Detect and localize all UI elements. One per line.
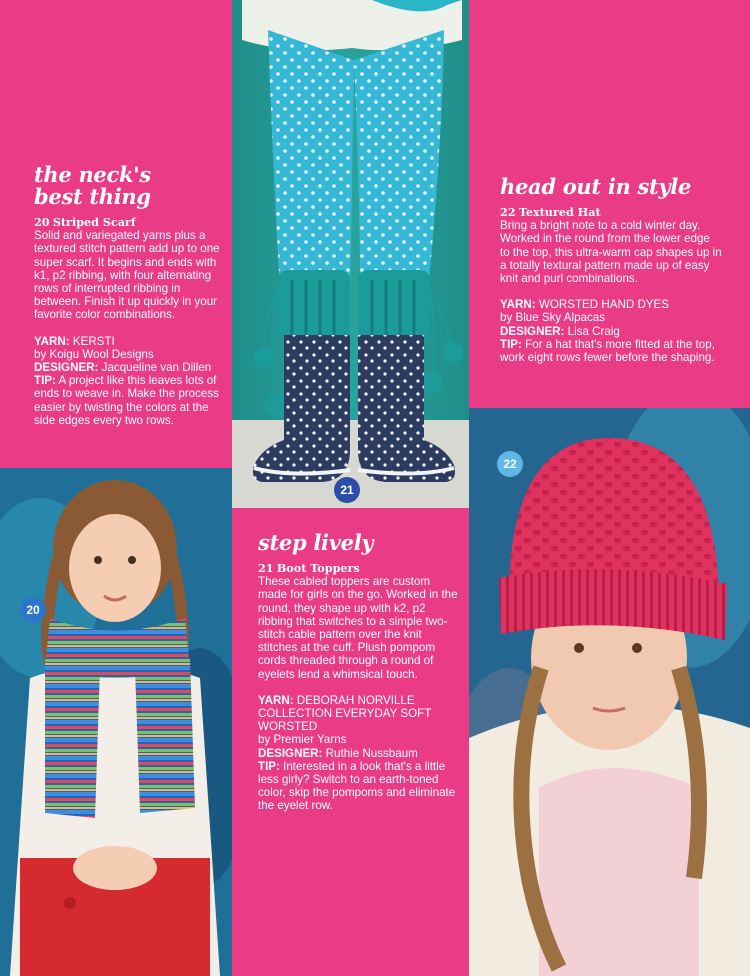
photo-textured-hat: [469, 408, 750, 976]
badge-boots-number: 21: [334, 477, 360, 503]
badge-hat-number: 22: [497, 451, 523, 477]
scarf-designer: [34, 361, 230, 374]
boots-tip-value: Interested in a look that's a little less girly? Switch to an earth-toned color, skip the pompoms and eliminate the eyelet row.: [258, 759, 456, 813]
scarf-yarn-value: KERSTI: [72, 334, 115, 348]
boots-yarn: [258, 694, 458, 734]
hat-illustration: [469, 408, 750, 976]
boots-description: These cabled toppers are custom made for girls on the go. Worked in the round, they shape up with k2, p2 ribbing that switches to a simple two-stitch cable pattern over the knit stitches at the cuff. Plush pompom cords threaded through a round of eyelets lend a whimsical touch.: [258, 575, 458, 681]
boots-title-text: Boot Toppers: [276, 561, 360, 575]
hat-designer: [500, 325, 722, 338]
scarf-maker: by Koigu Wool Designs: [34, 347, 154, 361]
scarf-heading: the neck's best thing: [34, 162, 151, 209]
boots-maker: by Premier Yarns: [258, 733, 347, 747]
boots-designer-label: DESIGNER:: [258, 746, 323, 760]
boots-tip: [258, 760, 458, 813]
boots-yarn-value: DEBORAH NORVILLE COLLECTION EVERYDAY SOFT WORSTED: [258, 693, 432, 734]
boots-tip-label: TIP:: [258, 759, 280, 773]
scarf-title-text: Striped Scarf: [52, 215, 136, 229]
boots-designer-value: Ruthie Nussbaum: [325, 746, 418, 760]
hat-designer-value: Lisa Craig: [567, 324, 620, 338]
scarf-designer-value: Jacqueline van Dillen: [101, 361, 212, 375]
boots-heading: step lively: [258, 530, 374, 555]
hat-yarn-value: WORSTED HAND DYES: [538, 298, 670, 312]
hat-heading: head out in style: [500, 174, 692, 199]
hat-tip-label: TIP:: [500, 337, 522, 351]
boots-illustration: [232, 0, 469, 508]
hat-pattern-block: [500, 176, 722, 364]
scarf-tip-label: TIP:: [34, 374, 56, 388]
boots-title: [258, 562, 458, 575]
photo-boot-toppers: [232, 0, 469, 508]
badge-scarf-number: 20: [20, 597, 46, 623]
scarf-description: Solid and variegated yarns plus a textured stitch pattern add up to one super scarf. It begins and ends with k1, p2 ribbing, with four alternating rows of interrupted ribbing in between. Finish it up quickly in your favorite color combinations.: [34, 229, 220, 322]
scarf-title: [34, 216, 230, 229]
hat-yarn-label: YARN:: [500, 298, 536, 312]
boots-designer: [258, 747, 458, 760]
hat-tip: [500, 338, 722, 364]
scarf-illustration: [0, 468, 232, 976]
hat-tip-value: For a hat that's more fitted at the top, work eight rows fewer before the shaping.: [500, 337, 715, 365]
scarf-designer-label: DESIGNER:: [34, 361, 99, 375]
scarf-number: 20: [34, 215, 50, 229]
scarf-tip-value: A project like this leaves lots of ends to weave in. Make the process easier by twisting the colors at the side edges every two rows.: [34, 374, 219, 427]
scarf-yarn-label: YARN:: [34, 334, 70, 348]
scarf-yarn: [34, 335, 230, 348]
hat-designer-label: DESIGNER:: [500, 324, 565, 338]
hat-yarn: [500, 298, 722, 311]
photo-striped-scarf: [0, 468, 232, 976]
hat-number: 22: [500, 205, 516, 219]
boots-pattern-block: [258, 532, 458, 813]
boots-yarn-label: YARN:: [258, 693, 294, 707]
boots-number: 21: [258, 561, 274, 575]
hat-maker: by Blue Sky Alpacas: [500, 311, 606, 325]
hat-title: [500, 206, 722, 219]
scarf-pattern-block: [34, 164, 230, 427]
scarf-tip: [34, 374, 230, 427]
hat-description: Bring a bright note to a cold winter day. Worked in the round from the lower edge to the top, this ultra-warm cap shapes up in a totally textural pattern made up of easy knit and purl combinations.: [500, 219, 722, 286]
hat-title-text: Textured Hat: [518, 205, 601, 219]
